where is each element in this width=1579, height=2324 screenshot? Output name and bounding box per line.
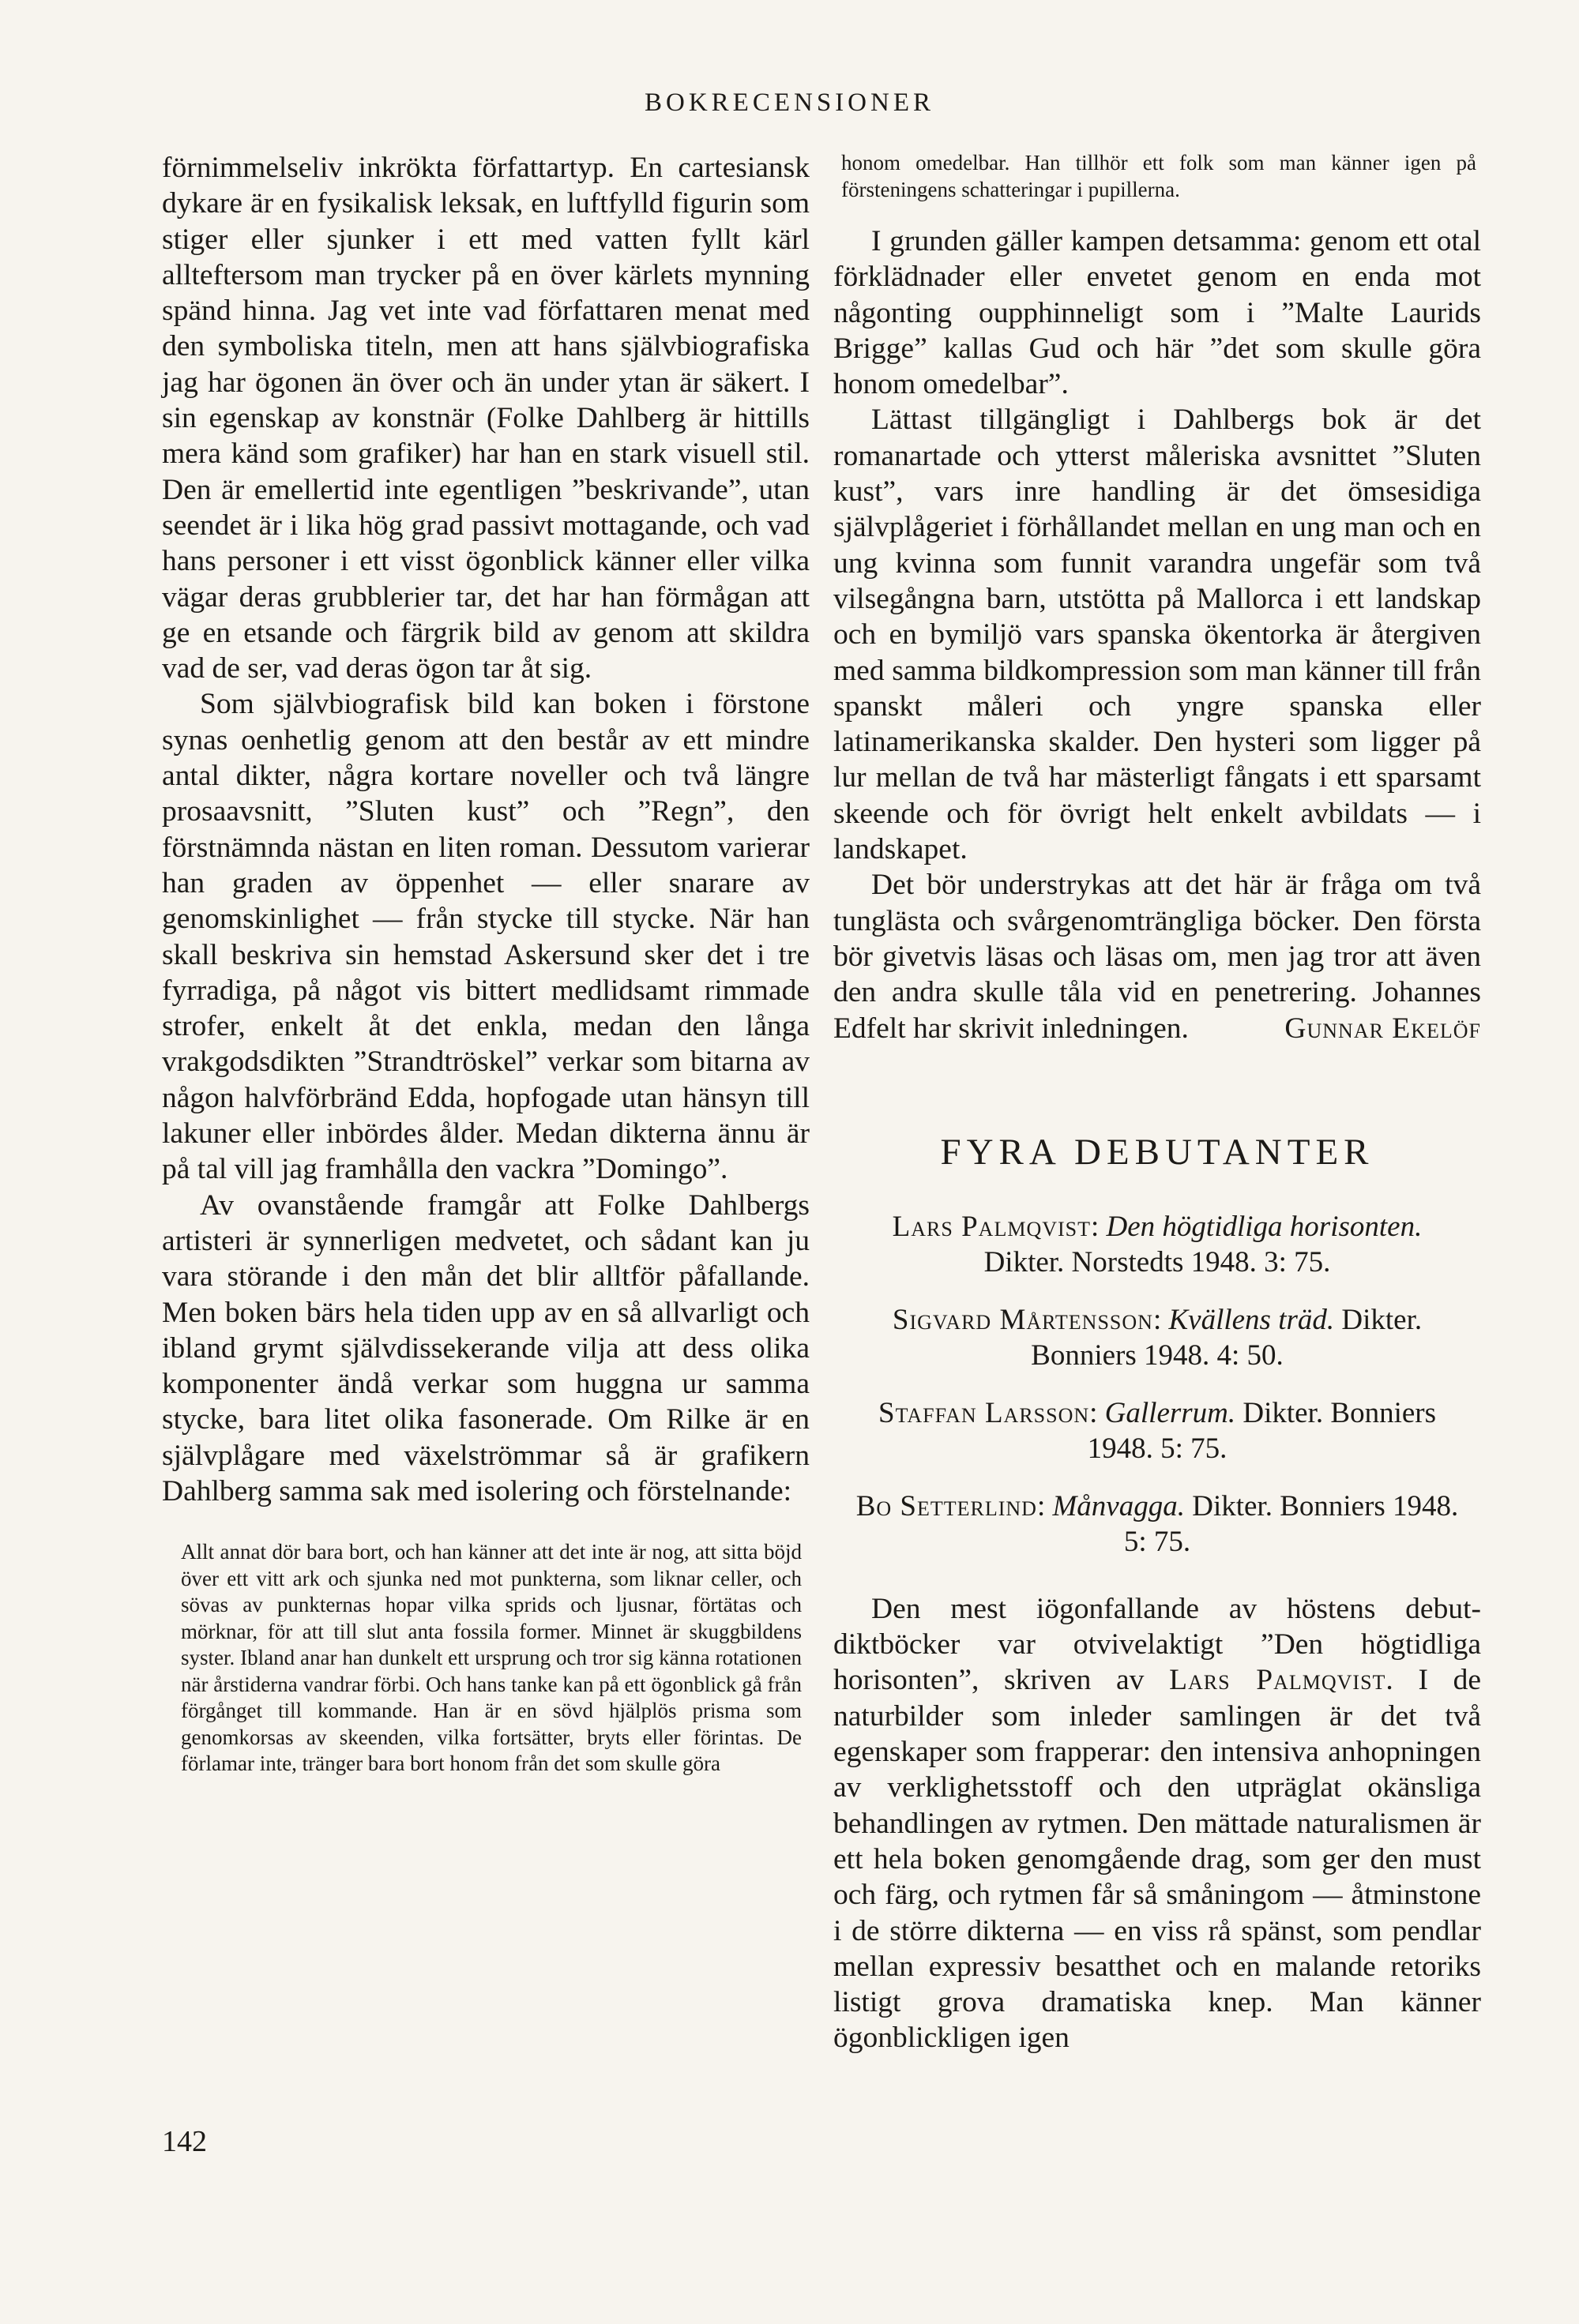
- author-name: Lars Palmqvist: [1169, 1664, 1386, 1697]
- right-column: [833, 150, 1481, 2056]
- block-quote-continued: honom omedelbar. Han tillhör ett folk som man känner igen på försteningens schatteringar i pupillerna.: [841, 151, 1476, 201]
- paragraph: I grunden gäller kampen detsamma: genom ett otal förklädnader eller envetet genom en enda mot någonting oupphinneligt som i ”Malte Laurids Brigge” kallas Gud och här ”det som skulle göra honom omedelbar”.: [833, 225, 1481, 401]
- bib-author: Staffan Larsson: [878, 1396, 1090, 1429]
- paragraph: förnimmelseliv inkrökta författartyp. En cartesiansk dykare är en fysikalisk leksak, en luftfylld figurin som stiger eller sjunker i ett med vatten fyllt kärl allteftersom man trycker på en över kärlets mynning spänd hinna. Jag vet inte vad författaren menat med den symboliska titeln, men att hans självbiografiska jag har ögonen än över och än under ytan är säkert. I sin egenskap av konstnär (Folke Dahlberg är hittills mera känd som grafiker) har han en stark visuell stil. Den är emellertid inte egentligen ”beskrivande”, utan seendet är i lika hög grad passivt mottagande, och vad hans personer i ett visst ögonblick känner eller vilka vägar deras grubblerier tar, det har han förmågan att ge en etsande och färgrik bild av genom att skildra vad de ser, vad deras ögon tar åt sig.: [162, 152, 810, 685]
- bib-author: Bo Setterlind: [855, 1489, 1037, 1522]
- bibliography-entry: Staffan Larsson: Gallerrum. Dikter. Bonniers 1948. 5: 75.: [878, 1396, 1436, 1465]
- page-number: 142: [162, 2125, 207, 2158]
- bib-title: Kvällens träd.: [1168, 1303, 1335, 1336]
- bibliography-entry: Bo Setterlind: Månvagga. Dikter. Bonniers 1948. 5: 75.: [855, 1489, 1459, 1558]
- bibliography-entry: Sigvard Mårtensson: Kvällens träd. Dikter. Bonniers 1948. 4: 50.: [892, 1303, 1423, 1372]
- review-signature: Gunnar Ekelöf: [1284, 1012, 1481, 1045]
- bib-details: Dikter. Bonniers 1948. 5: 75.: [1123, 1489, 1459, 1558]
- running-header: BOKRECENSIONER: [644, 88, 935, 117]
- bib-title: Gallerrum.: [1104, 1396, 1236, 1429]
- paragraph: Lättast tillgängligt i Dahlbergs bok är det romanartade och ytterst måleriska avsnittet ”Sluten kust”, vars inre handling är det ömsesidiga självplågeriet i förhållandet mellan en ung man och en ung kvinna som funnit varandra ungefär som två vilsegångna barn, utstötta på Mallorca i ett landskap och en bymiljö vars spanska ökentorka är återgiven med samma bildkompression som man känner till från spanskt måleri och yngre spanska eller latinamerikanska skalder. Den hysteri som ligger på lur mellan de två har mästerligt fångats i ett sparsamt skeende och för övrigt helt enkelt avbildats — i landskapet.: [833, 404, 1481, 866]
- paragraph: [833, 1591, 1481, 2056]
- bib-details: Dikter. Bonniers 1948. 5: 75.: [1087, 1396, 1436, 1465]
- bib-author: Sigvard Mårtensson: [892, 1303, 1153, 1336]
- bib-title: Månvagga.: [1052, 1489, 1185, 1522]
- block-quote: Allt annat dör bara bort, och han känner att det inte är nog, att sitta böjd över ett vitt ark och sjunka ned mot punkterna, som liknar celler, och sövas av punkternas hopar vilka sprids och ljusnar, förtätas och mörknar, för att till slut anta fossila former. Minnet är skuggbildens syster. Ibland anar han dunkelt ett ursprung och tror sig känna rotationen när årstiderna vandrar förbi. Och hans tanke kan på ett ögonblick gå från förgånget till kommande. Han är en sövd hjälplös prisma som genomkorsas av skeenden, vilka fortsätter, bryts eller förintas. De förlamar inte, tränger bara bort honom från det som skulle göra: [181, 1540, 802, 1776]
- bib-title: Den högtidliga horisonten.: [1106, 1210, 1423, 1243]
- paragraph: Av ovanstående framgår att Folke Dahlbergs artisteri är synnerligen medvetet, och sådant kan ju vara störande i den mån det blir alltför påfallande. Men boken bärs hela tiden upp av en så allvarligt och ibland grymt självdissekerande vilja att dess olika komponenter ändå verkar som huggna ur samma stycke, bara litet olika fasonerade. Om Rilke är en självplågare med växelströmmar så är grafikern Dahlberg samma sak med isolering och förstelnande:: [162, 1188, 810, 1507]
- section-title: FYRA DEBUTANTER: [940, 1131, 1374, 1173]
- bib-author: Lars Palmqvist: [892, 1210, 1091, 1243]
- paragraph-text: . I de naturbilder som inleder samlingen är det två egenskaper som frapperar: den intensiva anhopningen av verklighetsstoff och den utpräglat okänsliga behandlingen av rytmen. Den mättade naturalismen är ett hela boken genomgående drag, som ger den must och färg, och rytmen får så småningom — åtminstone i de större dikterna — en viss rå spänst, som pendlar mellan expressiv besatthet och en malande retoriks listigt grova dramatiska knep. Man känner ögonblickligen igen: [833, 1664, 1481, 2055]
- bibliography-entry: Lars Palmqvist: Den högtidliga horisonten. Dikter. Norstedts 1948. 3: 75.: [892, 1210, 1423, 1278]
- paragraph-text: Det bör understrykas att det här är fråga om två tunglästa och svårgenomträngliga böcker. Den första bör givetvis läsas och läsas om, men jag tror att även den andra skulle tåla vid en penetrering. Johannes Edfelt har skrivit inledningen.: [833, 869, 1481, 1045]
- paragraph: [833, 867, 1481, 1046]
- bib-details: Dikter. Norstedts 1948. 3: 75.: [983, 1245, 1331, 1278]
- left-column: [162, 150, 810, 1778]
- bib-details: Dikter. Bonniers 1948. 4: 50.: [1031, 1303, 1423, 1372]
- paragraph: Som självbiografisk bild kan boken i förstone synas oenhetlig genom att den består av ett mindre antal dikter, några kortare noveller och två längre prosaavsnitt, ”Sluten kust” och ”Regn”, den förstnämnda nästan en liten roman. Dessutom varierar han graden av öppenhet — eller snarare av genomskinlighet — från stycke till stycke. När han skall beskriva sin hemstad Askersund sker det i tre fyrradiga, på något vis bittert medlidsamt rimmade strofer, enkelt åt det enkla, medan den långa vrakgodsdikten ”Strandtröskel” verkar som bitarna av någon halvförbränd Edda, hopfogade utan hänsyn till lakuner eller inbördes ålder. Medan dikterna ännu är på tal vill jag framhålla den vackra ”Domingo”.: [162, 688, 810, 1186]
- paragraph-text: Den mest iögonfallande av höstens debutdiktböcker var otvivelaktigt ”Den högtidliga horisonten”, skriven av: [833, 1592, 1481, 1697]
